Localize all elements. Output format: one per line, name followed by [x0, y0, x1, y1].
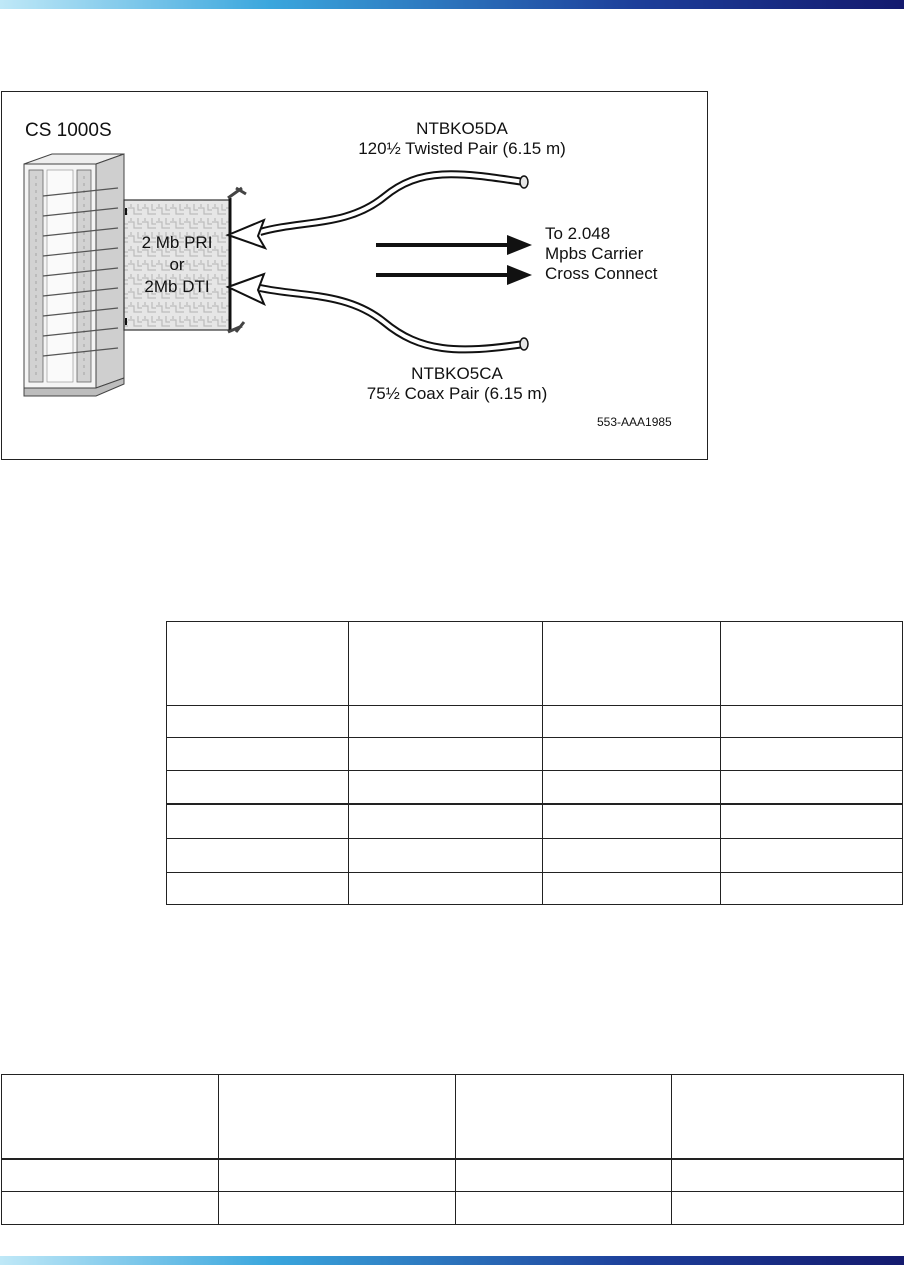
figure-id: 553-AAA1985	[597, 415, 672, 429]
table-cell	[672, 1159, 904, 1192]
table-cell	[167, 771, 349, 804]
destination-line: To 2.048	[545, 224, 611, 243]
table-cell	[349, 839, 543, 873]
table-row	[167, 804, 903, 839]
table-header-row	[2, 1075, 904, 1159]
connection-figure	[1, 91, 708, 460]
table-cell	[721, 738, 903, 771]
table-cell	[543, 804, 721, 839]
table-cell	[167, 706, 349, 738]
table-cell	[2, 1192, 219, 1225]
table-header-cell	[349, 622, 543, 706]
table-cell	[219, 1159, 456, 1192]
table-header-cell	[672, 1075, 904, 1159]
twisted-pair-cable	[228, 174, 528, 248]
carrier-arrows	[376, 235, 532, 285]
table-cell	[349, 738, 543, 771]
table-cell	[2, 1159, 219, 1192]
cable-description: 75½ Coax Pair (6.15 m)	[366, 384, 548, 403]
twisted-pair-cable-label	[332, 119, 592, 159]
table-cell	[456, 1192, 672, 1225]
table-cell	[721, 771, 903, 804]
table-cell	[672, 1192, 904, 1225]
table-cell	[721, 873, 903, 905]
table-cell	[543, 839, 721, 873]
table-header-row	[167, 622, 903, 706]
table-header-cell	[167, 622, 349, 706]
rack-cabinet	[24, 154, 124, 396]
table-cell	[721, 706, 903, 738]
cable-part-number: NTBKO5CA	[411, 364, 503, 383]
table-cell	[349, 873, 543, 905]
table-cell	[349, 804, 543, 839]
table-row	[167, 706, 903, 738]
table-cell	[456, 1159, 672, 1192]
table-1	[166, 621, 903, 905]
top-decorative-bar	[0, 0, 904, 9]
table-row	[167, 771, 903, 804]
table-row	[167, 873, 903, 905]
table-header-cell	[543, 622, 721, 706]
figure-title: CS 1000S	[25, 120, 112, 141]
table-header-cell	[219, 1075, 456, 1159]
table-row	[2, 1159, 904, 1192]
table-header-cell	[721, 622, 903, 706]
destination-line: Mpbs Carrier	[545, 244, 644, 263]
table-cell	[167, 804, 349, 839]
table-cell	[349, 706, 543, 738]
cable-description: 120½ Twisted Pair (6.15 m)	[358, 139, 566, 158]
table-row	[167, 738, 903, 771]
table-cell	[543, 771, 721, 804]
card-label-line: 2 Mb PRI	[141, 233, 213, 252]
table-row	[167, 839, 903, 873]
table-header-cell	[2, 1075, 219, 1159]
bottom-decorative-bar	[0, 1256, 904, 1265]
table-cell	[167, 839, 349, 873]
coax-pair-cable-label	[327, 364, 587, 404]
table-header-cell	[456, 1075, 672, 1159]
coax-pair-cable	[228, 274, 528, 350]
table-2	[1, 1074, 904, 1225]
table-cell	[349, 771, 543, 804]
table-cell	[543, 873, 721, 905]
table-row	[2, 1192, 904, 1225]
table-cell	[167, 873, 349, 905]
table-cell	[167, 738, 349, 771]
card-label	[124, 232, 230, 298]
table-cell	[543, 738, 721, 771]
card-label-line: or	[169, 255, 185, 274]
destination-label	[545, 224, 657, 284]
table-cell	[543, 706, 721, 738]
cable-part-number: NTBKO5DA	[416, 119, 508, 138]
table-cell	[721, 804, 903, 839]
destination-line: Cross Connect	[545, 264, 658, 283]
card-label-line: 2Mb DTI	[144, 277, 210, 296]
table-cell	[721, 839, 903, 873]
table-cell	[219, 1192, 456, 1225]
